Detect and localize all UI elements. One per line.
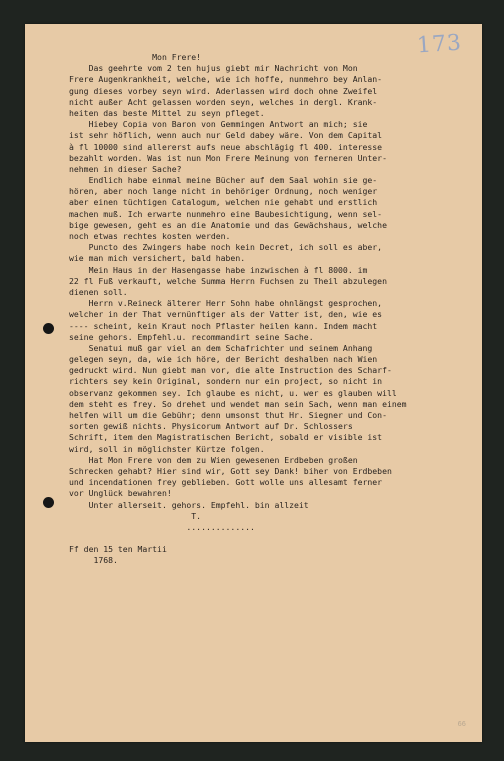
letter-line: seine gehors. Empfehl.u. recommandirt seine Sache. — [69, 331, 314, 342]
letter-line: Schrift, item den Magistratischen Bericht, sobald er visible ist — [69, 432, 383, 443]
letter-line: Senatui muß gar viel an dem Schafrichter und seinem Anhang — [69, 342, 373, 353]
letter-line: dem steht es frey. So drehet und wendet man sein Sach, wenn man einem — [69, 398, 407, 409]
letter-line: machen muß. Ich erwarte nunmehro eine Baubesichtigung, wenn sel- — [69, 208, 383, 219]
letter-line: ---- scheint, kein Kraut noch Pflaster heilen kann. Indem macht — [69, 320, 378, 331]
letter-line: Frere Augenkrankheit, welche, wie ich hoffe, nunmehro bey Anlan- — [69, 74, 383, 85]
letter-line: noch etwas rechtes kosten werden. — [69, 231, 231, 241]
letter-line: Mon Frere! — [69, 52, 202, 62]
letter-line: gedruckt wird. Nun giebt man vor, die alte Instruction des Scharf- — [69, 365, 392, 376]
page-number-handwritten: 173 — [416, 30, 463, 59]
letter-line: gelegen seyn, da, wie ich höre, der Bericht deshalben nach Wien — [69, 354, 378, 365]
letter-line: Hiebey Copia von Baron von Gemmingen Antwort an mich; sie — [69, 119, 368, 130]
letter-line: Endlich habe einmal meine Bücher auf dem Saal wohin sie ge- — [69, 175, 378, 186]
letter-line: und incendationen frey geblieben. Gott wolle uns allesamt ferner — [69, 477, 383, 488]
letter-line: nicht außer Acht gelassen worden seyn, welches in dergl. Krank- — [69, 96, 378, 107]
letter-line: vor Unglück bewahren! — [69, 488, 172, 499]
letter-line: sorten gewiß nichts. Physicorum Antwort auf Dr. Schlossers — [69, 421, 353, 432]
letter-line: welcher in der That vernünftiger als der Vatter ist, den, wie es — [69, 309, 383, 320]
letter-line: bezahlt worden. Was ist nun Mon Frere Meinung von ferneren Unter- — [69, 152, 387, 163]
letter-line: 22 fl Fuß verkauft, welche Summa Herrn Fuchsen zu Theil abzulegen — [69, 275, 387, 286]
letter-line: ist sehr höflich, wenn auch nur Geld dabey wäre. Von dem Capital — [69, 130, 383, 141]
letter-line: Herrn v.Reineck älterer Herr Sohn habe ohnlängst gesprochen, — [69, 298, 383, 309]
letter-line — [69, 533, 465, 544]
letter-line: Schrecken gehabt? Hier sind wir, Gott sey Dank! biher von Erdbeben — [69, 465, 392, 476]
letter-line: dienen soll. — [69, 286, 128, 297]
punch-hole-top — [43, 323, 54, 334]
foot-mark: 66 — [457, 720, 466, 728]
letter-line: 1768. — [69, 555, 118, 566]
letter-line: Das geehrte vom 2 ten hujus giebt mir Nachricht von Mon — [69, 63, 358, 74]
letter-line: observanz gekommen sey. Ich glaube es nicht, u. wer es glauben will — [69, 387, 397, 398]
letter-line: T. — [69, 510, 202, 521]
letter-line: Puncto des Zwingers habe noch kein Decret, ich soll es aber, — [69, 242, 383, 253]
letter-line: heiten das beste Mittel zu seyn pfleget. — [69, 107, 265, 118]
letter-line: Mein Haus in der Hasengasse habe inzwischen à fl 8000. im — [69, 264, 368, 275]
letter-body — [69, 52, 465, 567]
letter-line: helfen will um die Gebühr; denn umsonst thut Hr. Siegner und Con- — [69, 410, 387, 420]
letter-line: nehmen in dieser Sache? — [69, 163, 182, 174]
letter-line: bige gewesen, geht es an die Anatomie und das Gewächshaus, welche — [69, 219, 387, 230]
letter-line: Hat Mon Frere von dem zu Wien gewesenen Erdbeben großen — [69, 454, 358, 465]
letter-page — [25, 24, 482, 742]
letter-line: à fl 10000 sind allererst aufs neue abschlägig fl 400. interesse — [69, 141, 383, 152]
letter-line: wird, soll in möglichster Kürtze folgen. — [69, 443, 265, 454]
letter-line: aber einen tüchtigen Catalogum, welchen nie gehabt und erstlich — [69, 197, 378, 208]
letter-line: Unter allerseit. gehors. Empfehl. bin allzeit — [69, 499, 309, 510]
letter-line: hören, aber noch lange nicht in behöriger Ordnung, noch weniger — [69, 186, 378, 197]
letter-line: wie man mich versichert, bald haben. — [69, 253, 246, 264]
letter-line: richters sey kein Original, sondern nur ein project, so nicht in — [69, 376, 383, 387]
punch-hole-bottom — [43, 497, 54, 508]
letter-line: gung dieses vorbey seyn wird. Aderlassen wird doch ohne Zweifel — [69, 85, 378, 96]
letter-line: .............. — [69, 521, 255, 532]
letter-line: Ff den 15 ten Martii — [69, 544, 167, 555]
